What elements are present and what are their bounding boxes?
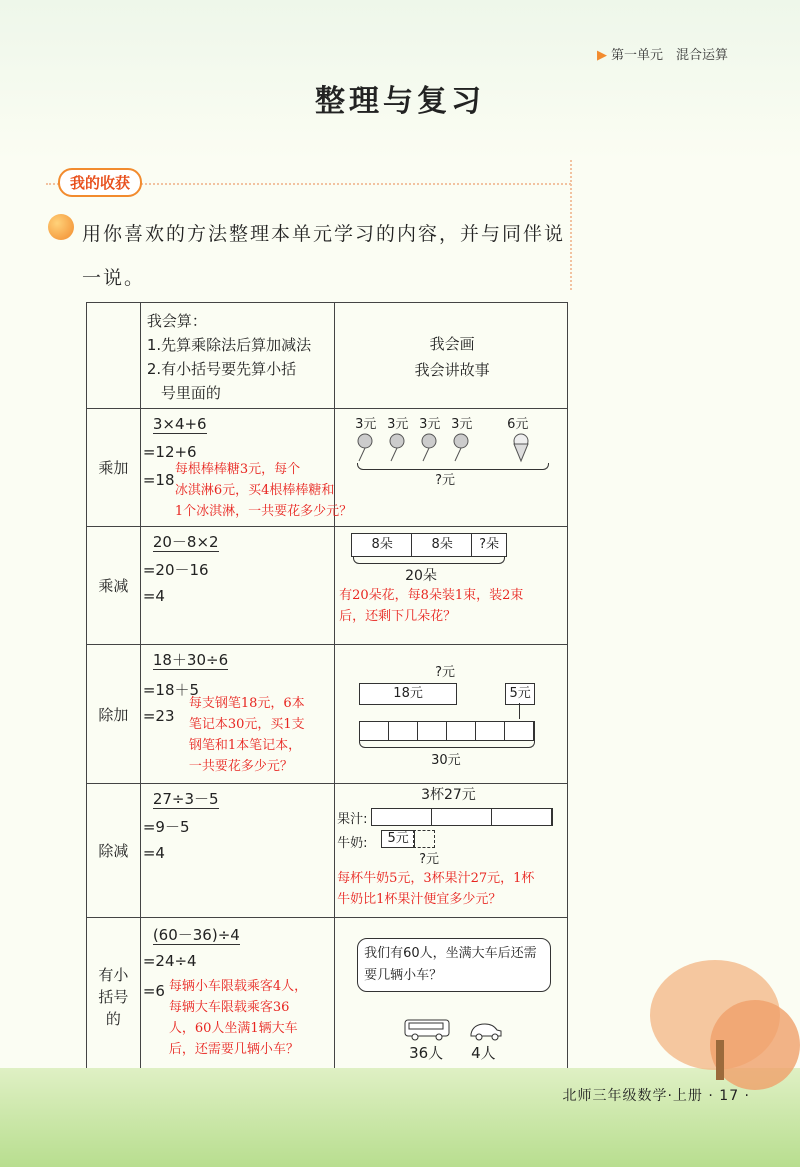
calc-line: =18＋5 bbox=[142, 681, 200, 699]
calc-line: =24÷4 bbox=[142, 952, 197, 970]
table-row: 除加 18＋30÷6 =18＋5 =23 每支钢笔18元，6本 笔记本30元，买1支 钢笔和1本笔记本， 一共要花多少元？ ?元 18元 5元 30元 bbox=[87, 645, 568, 784]
review-table bbox=[86, 302, 568, 1076]
triangle-icon: ▶ bbox=[596, 48, 607, 63]
row-name: 除减 bbox=[87, 784, 141, 918]
table-row: 乘加 3×4+6 =12+6 =18 每根棒棒糖3元，每个 冰淇淋6元，买4根棒棒糖和 1个冰淇淋，一共要花多少元？ 3元 3元 3元 3元 6元 ?元 bbox=[87, 409, 568, 527]
table-row: 除减 27÷3－5 =9－5 =4 3杯27元 果汁: 牛奶: 5元 ?元 每杯牛奶5元，3杯果汁27元，1杯 牛奶比1杯果汁便宜多少元？ bbox=[87, 784, 568, 918]
row-name: 乘加 bbox=[87, 409, 141, 527]
section-badge: 我的收获 bbox=[58, 168, 142, 197]
row-name: 除加 bbox=[87, 645, 141, 784]
calc-line: 27÷3－5 bbox=[152, 790, 219, 808]
calc-line: =6 bbox=[142, 982, 165, 1000]
calc-line: 3×4+6 bbox=[152, 415, 207, 433]
page-title: 整理与复习 bbox=[315, 84, 485, 119]
calc-line: 20－8×2 bbox=[152, 533, 219, 551]
calc-line: (60－36)÷4 bbox=[152, 926, 240, 944]
calc-line: =4 bbox=[142, 587, 165, 605]
row-name: 乘减 bbox=[87, 527, 141, 645]
calc-line: =4 bbox=[142, 844, 165, 862]
calc-line: 18＋30÷6 bbox=[152, 651, 229, 669]
tree-trunk bbox=[716, 1040, 724, 1080]
page-footer: 北师三年级数学·上册 · 17 · bbox=[562, 1088, 750, 1104]
unit-label: ▶ 第一单元 混合运算 bbox=[596, 48, 728, 63]
head-story: 我会画 我会讲故事 bbox=[335, 303, 568, 409]
lollipop-icon bbox=[353, 431, 553, 463]
instruction-text: 用你喜欢的方法整理本单元学习的内容，并与同伴说一说。 bbox=[82, 223, 566, 289]
table-corner bbox=[87, 303, 141, 409]
grass-background bbox=[0, 1068, 800, 1167]
bullet-icon bbox=[48, 214, 74, 240]
head-calc: 我会算： 1.先算乘除法后算加减法 2.有小括号要先算小括 号里面的 bbox=[140, 303, 334, 409]
vehicles-icon bbox=[401, 1014, 521, 1044]
calc-line: =18 bbox=[142, 471, 175, 489]
calc-line: =23 bbox=[142, 707, 175, 725]
speech-bubble: 我们有60人，坐满大车后还需要几辆小车？ bbox=[357, 938, 551, 992]
row-name: 有小括号的 bbox=[87, 918, 141, 1076]
calc-line: =20－16 bbox=[142, 561, 209, 579]
calc-line: =9－5 bbox=[142, 818, 190, 836]
table-row: 有小括号的 (60－36)÷4 =24÷4 =6 每辆小车限载乘客4人， 每辆大车限载乘客36 人，60人坐满1辆大车 后，还需要几辆小车？ 我们有60人，坐满大车后还需要几辆小车？ 36人 4人 bbox=[87, 918, 568, 1076]
calc-line: =12+6 bbox=[142, 443, 197, 461]
table-row: 乘减 20－8×2 =20－16 =4 8朵 8朵 ?朵 20朵 有20朵花，每8朵装1束，装2束 后，还剩下几朵花？ bbox=[87, 527, 568, 645]
